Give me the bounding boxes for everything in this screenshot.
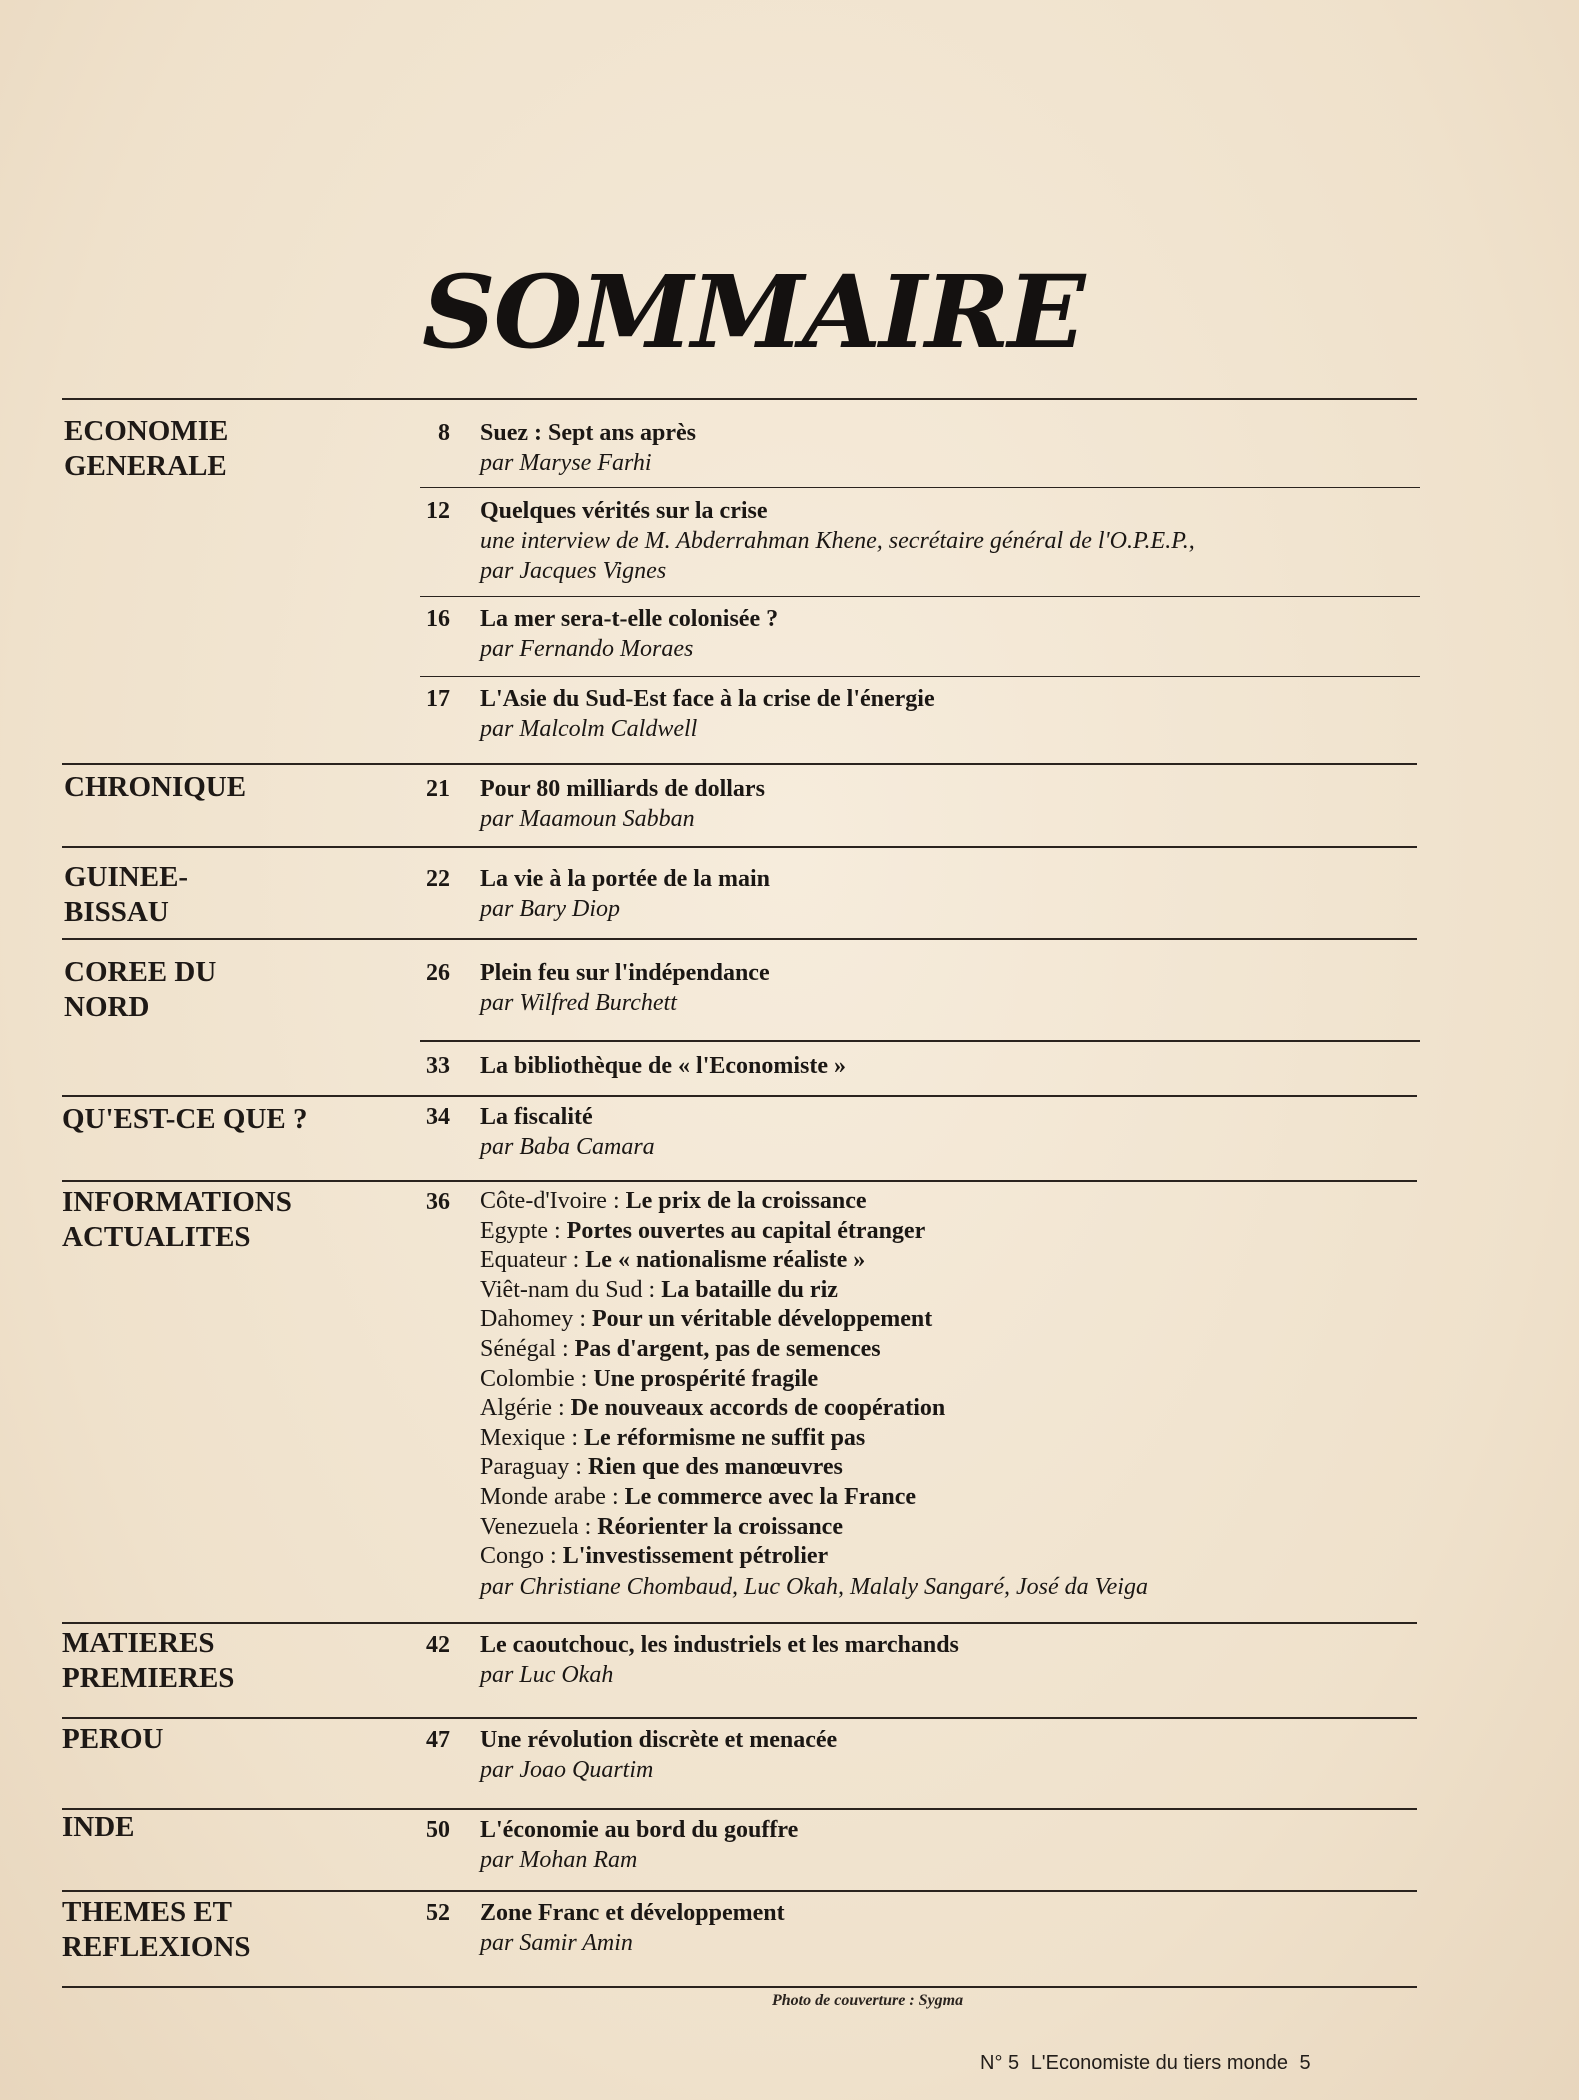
cover-photo-caption: Photo de couverture : Sygma	[772, 1992, 964, 2009]
article-byline: par Jacques Vignes	[480, 558, 667, 584]
page-number: 34	[426, 1104, 450, 1130]
page-number: 26	[426, 960, 450, 986]
news-item[interactable]: Congo : L'investissement pétrolier	[480, 1543, 829, 1570]
article-entry[interactable]	[480, 496, 1490, 586]
page-number: 22	[426, 866, 450, 892]
news-byline: par Christiane Chombaud, Luc Okah, Malaly Sangaré, José da Veiga	[480, 1573, 1148, 1600]
news-item[interactable]: Equateur : Le « nationalisme réaliste »	[480, 1247, 866, 1274]
article-entry[interactable]	[480, 1815, 1490, 1875]
divider	[62, 1717, 1417, 1719]
divider	[62, 1622, 1417, 1624]
article-title: Quelques vérités sur la crise	[480, 498, 768, 524]
article-byline: par Bary Diop	[480, 896, 620, 922]
divider	[62, 1095, 1417, 1097]
section-label-themes-et-reflexions: THEMES ET REFLEXIONS	[62, 1896, 251, 1963]
news-item[interactable]: Venezuela : Réorienter la croissance	[480, 1513, 843, 1540]
news-item-country: Viêt-nam du Sud	[480, 1276, 643, 1303]
article-title: Zone Franc et développement	[480, 1900, 785, 1926]
news-item-topic: L'investissement pétrolier	[562, 1543, 829, 1570]
page-title: SOMMAIRE	[422, 253, 1084, 371]
article-byline: par Mohan Ram	[480, 1847, 638, 1873]
section-label-qu-est-ce-que: QU'EST-CE QUE ?	[62, 1103, 308, 1135]
article-byline: par Luc Okah	[480, 1662, 614, 1688]
divider	[420, 1040, 1420, 1042]
page-number: 16	[426, 606, 450, 632]
page-number: 52	[426, 1900, 450, 1926]
page-number: 12	[426, 498, 450, 524]
article-byline: par Wilfred Burchett	[480, 990, 677, 1016]
news-item[interactable]: Côte-d'Ivoire : Le prix de la croissance	[480, 1188, 867, 1214]
divider	[62, 846, 1417, 848]
news-item-country: Egypte	[480, 1217, 548, 1244]
news-item-country: Paraguay	[480, 1454, 570, 1481]
article-entry[interactable]	[480, 604, 1490, 664]
news-item[interactable]: Paraguay : Rien que des manœuvres	[480, 1454, 843, 1481]
article-title: Suez : Sept ans après	[480, 420, 697, 446]
article-entry[interactable]	[480, 1630, 1490, 1690]
article-title: Plein feu sur l'indépendance	[480, 960, 770, 986]
news-item[interactable]: Monde arabe : Le commerce avec la France	[480, 1483, 917, 1510]
article-entry[interactable]	[480, 1725, 1490, 1785]
page-number: 50	[426, 1817, 450, 1843]
news-item[interactable]: Algérie : De nouveaux accords de coopération	[480, 1395, 946, 1422]
footer-page-number: 5	[1299, 2052, 1311, 2074]
divider	[62, 1808, 1417, 1810]
article-title: Une révolution discrète et menacée	[480, 1727, 838, 1753]
section-label-inde: INDE	[62, 1811, 135, 1843]
divider	[62, 1986, 1417, 1988]
divider	[62, 1180, 1417, 1182]
news-item-topic: Pas d'argent, pas de semences	[574, 1335, 881, 1362]
page-number: 21	[426, 776, 450, 802]
article-byline: par Fernando Moraes	[480, 636, 694, 662]
divider	[62, 938, 1417, 940]
news-item[interactable]: Viêt-nam du Sud : La bataille du riz	[480, 1276, 838, 1303]
article-entry[interactable]	[480, 1102, 1490, 1162]
article-entry[interactable]	[480, 774, 1490, 834]
news-item-country: Sénégal	[480, 1335, 556, 1362]
news-item-topic: Réorienter la croissance	[597, 1513, 843, 1540]
news-item[interactable]: Mexique : Le réformisme ne suffit pas	[480, 1424, 866, 1451]
news-list	[480, 1187, 1490, 1602]
news-item-topic: Portes ouvertes au capital étranger	[566, 1217, 926, 1244]
section-label-coree-du-nord: COREE DU NORD	[64, 956, 217, 1023]
article-title: La fiscalité	[480, 1104, 593, 1130]
news-item-country: Colombie	[480, 1365, 575, 1392]
divider	[420, 487, 1420, 488]
article-title: La bibliothèque de « l'Economiste »	[480, 1053, 847, 1079]
article-title: La vie à la portée de la main	[480, 866, 770, 892]
article-entry[interactable]	[480, 684, 1490, 744]
news-item-topic: Le réformisme ne suffit pas	[583, 1424, 866, 1451]
section-label-matieres-premieres: MATIERES PREMIERES	[62, 1627, 235, 1694]
divider	[62, 398, 1417, 400]
section-label-chronique: CHRONIQUE	[64, 771, 247, 803]
article-title: Le caoutchouc, les industriels et les marchands	[480, 1632, 959, 1658]
news-item[interactable]: Egypte : Portes ouvertes au capital étranger	[480, 1217, 926, 1244]
article-entry[interactable]	[480, 418, 1490, 478]
news-item-topic: De nouveaux accords de coopération	[570, 1395, 946, 1422]
article-byline: par Joao Quartim	[480, 1757, 654, 1783]
section-label-perou: PEROU	[62, 1723, 164, 1755]
article-byline: par Baba Camara	[480, 1134, 655, 1160]
divider	[420, 676, 1420, 677]
news-item-topic: Le « nationalisme réaliste »	[585, 1247, 866, 1274]
news-item[interactable]: Dahomey : Pour un véritable développement	[480, 1306, 933, 1333]
article-subtitle: une interview de M. Abderrahman Khene, secrétaire général de l'O.P.E.P.,	[480, 528, 1195, 554]
news-item-topic: Le prix de la croissance	[625, 1188, 867, 1214]
article-byline: par Malcolm Caldwell	[480, 716, 698, 742]
news-item-country: Monde arabe	[480, 1483, 606, 1510]
news-item-country: Côte-d'Ivoire	[480, 1188, 607, 1214]
page-footer	[980, 2052, 1317, 2075]
page-number: 36	[426, 1189, 450, 1215]
article-title: L'économie au bord du gouffre	[480, 1817, 799, 1843]
news-item-country: Venezuela	[480, 1513, 579, 1540]
news-item-country: Algérie	[480, 1395, 552, 1422]
article-title: La mer sera-t-elle colonisée ?	[480, 606, 779, 632]
section-label-economie-generale: ECONOMIE GENERALE	[64, 415, 229, 482]
page-number: 47	[426, 1727, 450, 1753]
article-entry[interactable]	[480, 1898, 1490, 1958]
page-number: 33	[426, 1053, 450, 1079]
news-item-country: Mexique	[480, 1424, 566, 1451]
article-entry[interactable]	[480, 864, 1490, 924]
divider	[420, 596, 1420, 597]
divider	[62, 763, 1417, 765]
publication-name: L'Economiste du tiers monde	[1030, 2052, 1288, 2074]
news-item-topic: Rien que des manœuvres	[587, 1454, 843, 1481]
divider	[62, 1890, 1417, 1892]
news-item-topic: La bataille du riz	[661, 1276, 838, 1303]
article-byline: par Maryse Farhi	[480, 450, 652, 476]
article-entry[interactable]	[480, 1051, 1490, 1081]
news-item-country: Equateur	[480, 1247, 567, 1274]
news-item-country: Congo	[480, 1543, 545, 1570]
news-item-country: Dahomey	[480, 1306, 574, 1333]
article-byline: par Maamoun Sabban	[480, 806, 695, 832]
page-number: 17	[426, 686, 450, 712]
section-label-informations-actualites: INFORMATIONS ACTUALITES	[62, 1186, 292, 1253]
page-number: 8	[438, 420, 450, 446]
article-title: Pour 80 milliards de dollars	[480, 776, 765, 802]
news-item-topic: Le commerce avec la France	[624, 1483, 917, 1510]
article-entry[interactable]	[480, 958, 1490, 1018]
issue-number: N° 5	[980, 2052, 1020, 2074]
section-label-guinee-bissau: GUINEE- BISSAU	[64, 861, 189, 928]
article-byline: par Samir Amin	[480, 1930, 633, 1956]
news-item-topic: Une prospérité fragile	[593, 1365, 819, 1392]
article-title: L'Asie du Sud-Est face à la crise de l'énergie	[480, 686, 935, 712]
news-item[interactable]: Colombie : Une prospérité fragile	[480, 1365, 819, 1392]
page-number: 42	[426, 1632, 450, 1658]
news-item[interactable]: Sénégal : Pas d'argent, pas de semences	[480, 1335, 881, 1362]
news-item-topic: Pour un véritable développement	[591, 1306, 933, 1333]
